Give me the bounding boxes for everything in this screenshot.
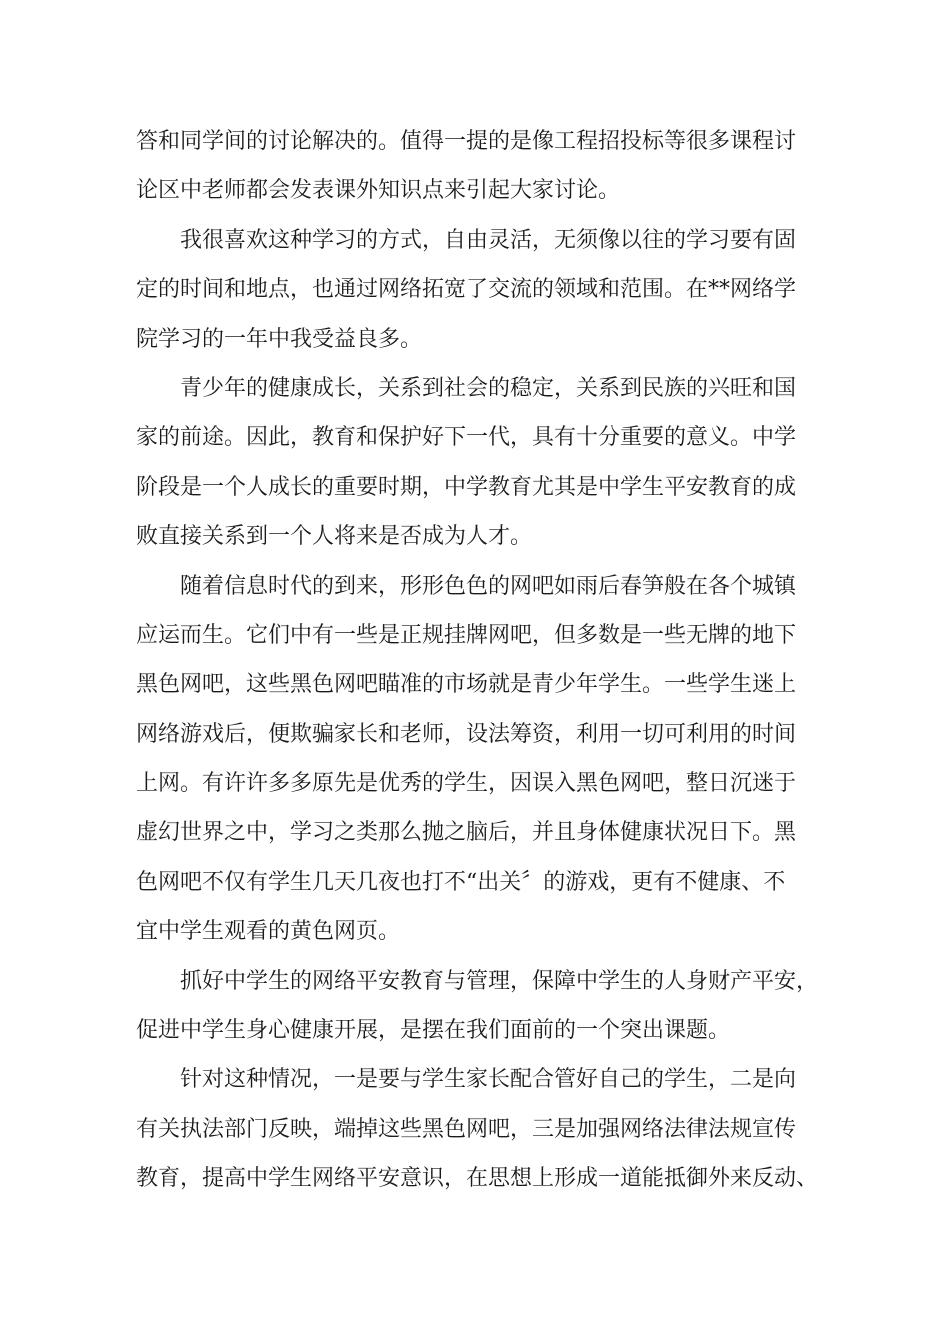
text-line: 定的时间和地点，也通过网络拓宽了交流的领域和范围。在**网络学 bbox=[136, 277, 797, 303]
paragraph bbox=[136, 562, 826, 957]
paragraph bbox=[136, 364, 826, 562]
text-line: 教育，提高中学生网络平安意识，在思想上形成一道能抵御外来反动、 bbox=[136, 1166, 819, 1192]
text-line: 败直接关系到一个人将来是否成为人才。 bbox=[136, 524, 533, 550]
text-line: 我很喜欢这种学习的方式，自由灵活，无须像以往的学习要有固 bbox=[180, 227, 797, 253]
paragraph bbox=[136, 117, 826, 216]
text-line: 应运而生。它们中有一些是正规挂牌网吧，但多数是一些无牌的地下 bbox=[136, 622, 797, 648]
text-line: 色网吧不仅有学生几天几夜也打不“出关〞的游戏，更有不健康、不 bbox=[136, 869, 786, 895]
text-line: 针对这种情况，一是要与学生家长配合管好自己的学生，二是向 bbox=[180, 1067, 797, 1093]
text-line: 阶段是一个人成长的重要时期，中学教育尤其是中学生平安教育的成 bbox=[136, 474, 797, 500]
text-line: 网络游戏后，便欺骗家长和老师，设法筹资，利用一切可利用的时间 bbox=[136, 721, 797, 747]
text-line: 青少年的健康成长，关系到社会的稳定，关系到民族的兴旺和国 bbox=[180, 375, 797, 401]
text-line: 答和同学间的讨论解决的。值得一提的是像工程招投标等很多课程讨 bbox=[136, 129, 797, 154]
paragraph bbox=[136, 1055, 826, 1203]
paragraph bbox=[136, 957, 826, 1056]
document-body bbox=[136, 117, 826, 1204]
text-line: 随着信息时代的到来，形形色色的网吧如雨后春笋般在各个城镇 bbox=[180, 573, 797, 599]
text-line: 黑色网吧，这些黑色网吧瞄准的市场就是青少年学生。一些学生迷上 bbox=[136, 672, 797, 698]
text-line: 论区中老师都会发表课外知识点来引起大家讨论。 bbox=[136, 178, 621, 204]
text-line: 宜中学生观看的黄色网页。 bbox=[136, 919, 401, 945]
text-line: 家的前途。因此，教育和保护好下一代，具有十分重要的意义。中学 bbox=[136, 425, 797, 451]
text-line: 抓好中学生的网络平安教育与管理，保障中学生的人身财产平安， bbox=[180, 968, 819, 994]
paragraph bbox=[136, 216, 826, 364]
text-line: 促进中学生身心健康开展，是摆在我们面前的一个突出课题。 bbox=[136, 1018, 731, 1044]
text-line: 院学习的一年中我受益良多。 bbox=[136, 326, 423, 352]
text-line: 有关执法部门反映，端掉这些黑色网吧，三是加强网络法律法规宣传 bbox=[136, 1116, 797, 1142]
text-line: 虚幻世界之中，学习之类那么抛之脑后，并且身体健康状况日下。黑 bbox=[136, 820, 797, 846]
text-line: 上网。有许许多多原先是优秀的学生，因误入黑色网吧，整日沉迷于 bbox=[136, 771, 797, 797]
